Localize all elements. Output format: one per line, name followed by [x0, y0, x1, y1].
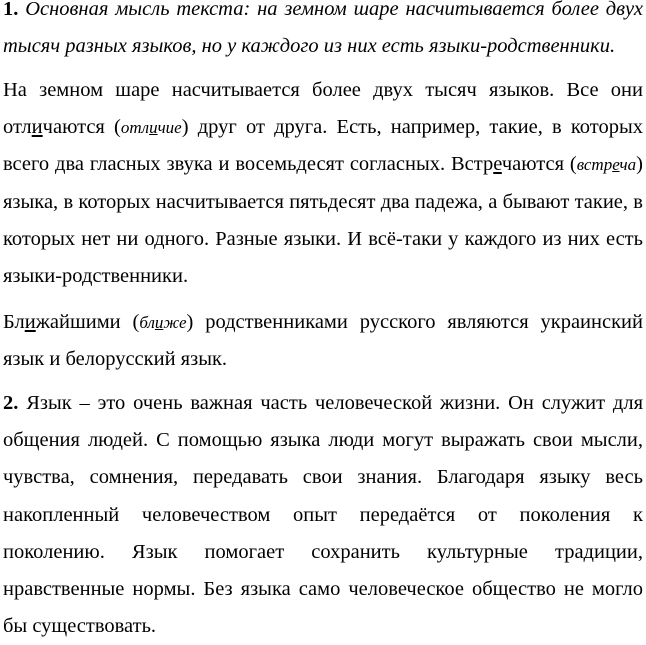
- hint-part: бл: [139, 313, 155, 332]
- text-segment: чаются (: [42, 116, 121, 139]
- paragraph-language-importance: [3, 385, 643, 645]
- paragraph-relatives: [3, 304, 643, 378]
- hint-word-vstrecha: [577, 155, 636, 174]
- paragraph-number-2: 2.: [3, 392, 19, 414]
- hint-part: встр: [576, 155, 613, 175]
- text-segment: ) родственниками русского являются украинский язык и белорусский язык.: [3, 311, 643, 371]
- paragraph-number-1: 1.: [3, 0, 19, 20]
- hint-word-otlichie: [121, 118, 182, 137]
- main-idea-text: Основная мысль текста: на земном шаре насчитывается более двух тысяч разных языков, но у каждого из них есть языки-родственники.: [3, 0, 643, 58]
- text-segment: ) друг от друга. Есть, например, такие, в которых всего два гласных звука и восемьдесят согласных. Встр: [3, 116, 643, 176]
- paragraph-main-idea: [3, 0, 643, 65]
- hint-underlined-letter: е: [612, 155, 620, 175]
- text-segment: На земном шаре насчитывается более двух тысяч языков. Все они отл: [3, 79, 643, 139]
- hint-part: ча: [619, 155, 637, 175]
- underlined-letter: и: [24, 311, 36, 333]
- paragraph-text-body: [3, 72, 643, 295]
- text-segment: жайшими (: [35, 311, 140, 333]
- hint-underlined-letter: и: [149, 118, 158, 138]
- hint-part: чие: [157, 118, 182, 138]
- hint-part: же: [163, 313, 187, 332]
- language-importance-text: Язык – это очень важная часть человеческой жизни. Он служит для общения людей. С помощью языка люди могут выражать свои мысли, чувства, сомнения, передавать свои знания. Благодаря языку весь накопленный человечеством опыт передаётся от поколения к поколению. Язык помогает сохранить культурные традиции, нравственные нормы. Без языка само человеческое общество не могло бы существовать.: [3, 392, 643, 638]
- underlined-letter: и: [31, 116, 43, 139]
- hint-underlined-letter: и: [154, 313, 164, 332]
- text-segment: Бл: [3, 311, 25, 333]
- text-segment: ) языка, в которых насчитывается пятьдесят два падежа, а бывают такие, в которых нет ни одного. Разные языки. И всё-таки у каждого из них есть языки-родственники.: [3, 153, 643, 288]
- underlined-letter: е: [493, 153, 502, 176]
- hint-word-blizhe: [139, 313, 186, 332]
- hint-part: отл: [120, 118, 150, 138]
- text-segment: чаются (: [501, 153, 577, 176]
